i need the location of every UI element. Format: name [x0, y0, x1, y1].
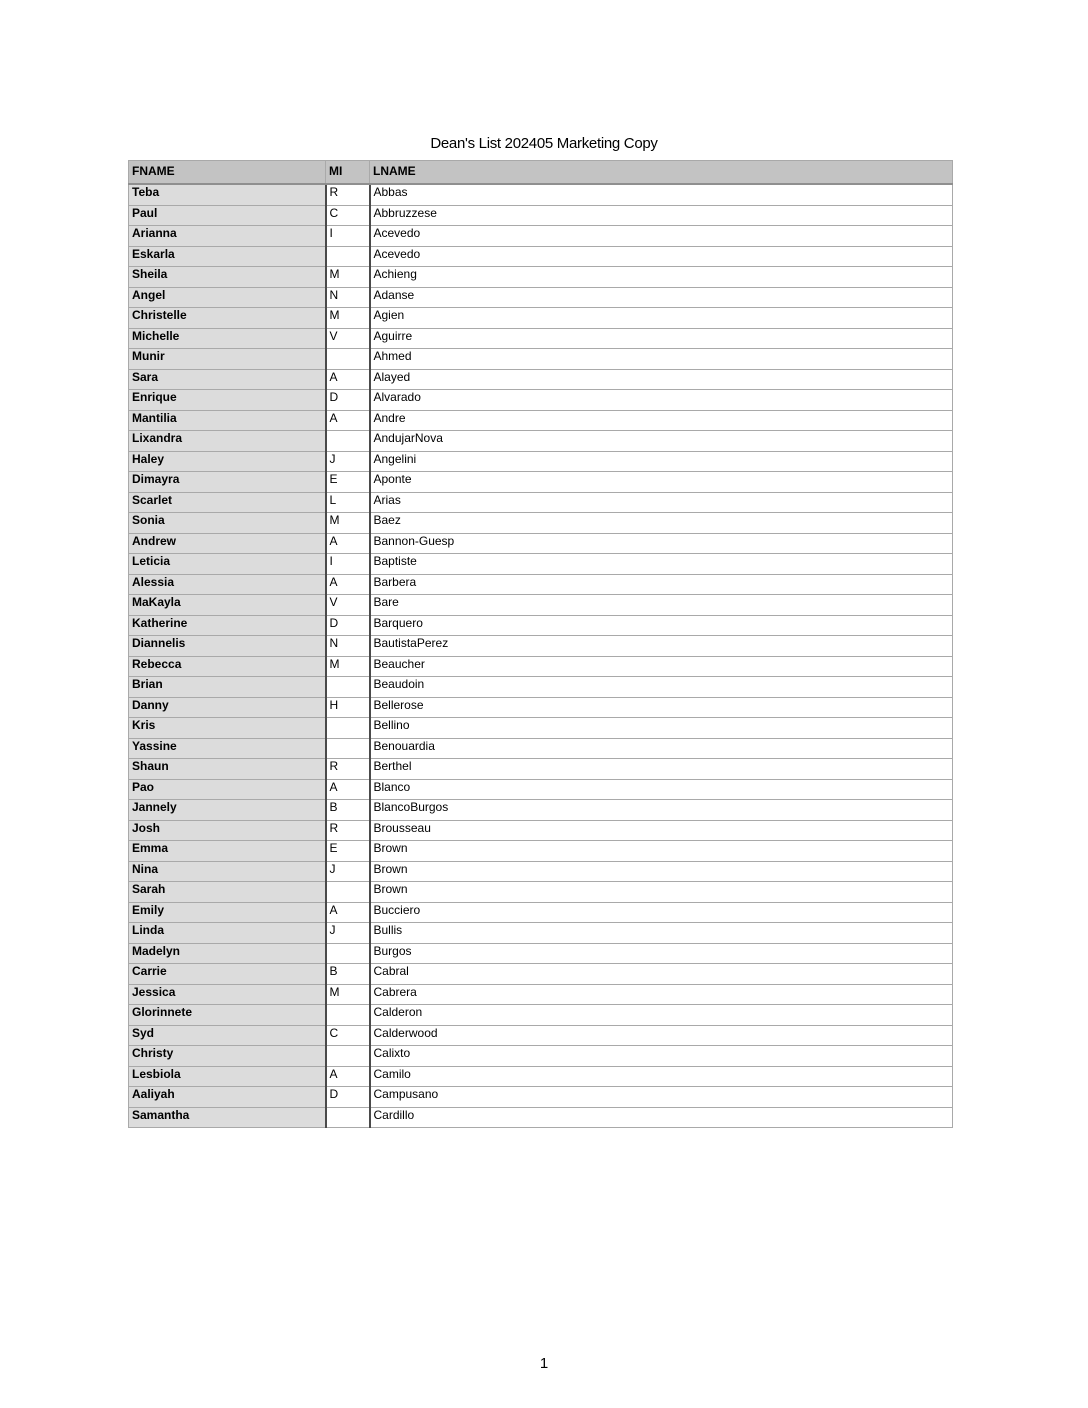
- first-name-cell: Samantha: [129, 1107, 326, 1128]
- first-name-cell: Madelyn: [129, 943, 326, 964]
- first-name-cell: Shaun: [129, 759, 326, 780]
- last-name-cell: Brousseau: [370, 820, 953, 841]
- first-name-cell: Emma: [129, 841, 326, 862]
- first-name-cell: Haley: [129, 451, 326, 472]
- middle-initial-cell: M: [326, 308, 370, 329]
- middle-initial-cell: A: [326, 410, 370, 431]
- middle-initial-cell: V: [326, 595, 370, 616]
- middle-initial-cell: C: [326, 205, 370, 226]
- table-row: [129, 1046, 953, 1067]
- table-row: [129, 656, 953, 677]
- table-row: [129, 841, 953, 862]
- first-name-cell: Josh: [129, 820, 326, 841]
- middle-initial-cell: E: [326, 472, 370, 493]
- middle-initial-cell: R: [326, 759, 370, 780]
- first-name-cell: Aaliyah: [129, 1087, 326, 1108]
- last-name-cell: Bare: [370, 595, 953, 616]
- last-name-cell: Camilo: [370, 1066, 953, 1087]
- table-row: [129, 410, 953, 431]
- last-name-cell: Acevedo: [370, 246, 953, 267]
- middle-initial-cell: M: [326, 984, 370, 1005]
- middle-initial-cell: R: [326, 184, 370, 205]
- last-name-cell: Baptiste: [370, 554, 953, 575]
- first-name-cell: MaKayla: [129, 595, 326, 616]
- first-name-cell: Andrew: [129, 533, 326, 554]
- last-name-cell: Cardillo: [370, 1107, 953, 1128]
- middle-initial-cell: B: [326, 964, 370, 985]
- first-name-cell: Brian: [129, 677, 326, 698]
- last-name-cell: Burgos: [370, 943, 953, 964]
- last-name-cell: Arias: [370, 492, 953, 513]
- table-row: [129, 472, 953, 493]
- first-name-cell: Nina: [129, 861, 326, 882]
- first-name-cell: Sara: [129, 369, 326, 390]
- first-name-cell: Lesbiola: [129, 1066, 326, 1087]
- last-name-cell: Beaucher: [370, 656, 953, 677]
- table-row: [129, 246, 953, 267]
- first-name-cell: Danny: [129, 697, 326, 718]
- table-row: [129, 554, 953, 575]
- table-row: [129, 636, 953, 657]
- table-row: [129, 267, 953, 288]
- first-name-cell: Sonia: [129, 513, 326, 534]
- last-name-cell: Bannon-Guesp: [370, 533, 953, 554]
- table-row: [129, 615, 953, 636]
- last-name-cell: Bellino: [370, 718, 953, 739]
- table-row: [129, 431, 953, 452]
- last-name-cell: Ahmed: [370, 349, 953, 370]
- first-name-cell: Munir: [129, 349, 326, 370]
- first-name-cell: Alessia: [129, 574, 326, 595]
- middle-initial-cell: [326, 718, 370, 739]
- last-name-cell: Baez: [370, 513, 953, 534]
- first-name-cell: Syd: [129, 1025, 326, 1046]
- middle-initial-cell: [326, 1005, 370, 1026]
- middle-initial-cell: J: [326, 861, 370, 882]
- last-name-cell: Blanco: [370, 779, 953, 800]
- last-name-cell: Benouardia: [370, 738, 953, 759]
- last-name-cell: Aguirre: [370, 328, 953, 349]
- table-row: [129, 964, 953, 985]
- table-row: [129, 1005, 953, 1026]
- last-name-cell: Campusano: [370, 1087, 953, 1108]
- table-row: [129, 574, 953, 595]
- middle-initial-cell: [326, 677, 370, 698]
- middle-initial-cell: [326, 943, 370, 964]
- middle-initial-cell: [326, 431, 370, 452]
- first-name-cell: Jannely: [129, 800, 326, 821]
- last-name-cell: Acevedo: [370, 226, 953, 247]
- first-name-cell: Kris: [129, 718, 326, 739]
- middle-initial-cell: A: [326, 1066, 370, 1087]
- first-name-cell: Carrie: [129, 964, 326, 985]
- first-name-cell: Mantilia: [129, 410, 326, 431]
- middle-initial-cell: N: [326, 287, 370, 308]
- middle-initial-cell: J: [326, 451, 370, 472]
- last-name-cell: Aponte: [370, 472, 953, 493]
- table-row: [129, 1066, 953, 1087]
- last-name-cell: BautistaPerez: [370, 636, 953, 657]
- column-header-fname: FNAME: [129, 161, 326, 185]
- table-row: [129, 226, 953, 247]
- middle-initial-cell: [326, 246, 370, 267]
- last-name-cell: BlancoBurgos: [370, 800, 953, 821]
- middle-initial-cell: N: [326, 636, 370, 657]
- table-row: [129, 513, 953, 534]
- first-name-cell: Michelle: [129, 328, 326, 349]
- table-row: [129, 984, 953, 1005]
- first-name-cell: Paul: [129, 205, 326, 226]
- first-name-cell: Glorinnete: [129, 1005, 326, 1026]
- last-name-cell: Brown: [370, 861, 953, 882]
- table-row: [129, 390, 953, 411]
- first-name-cell: Sarah: [129, 882, 326, 903]
- table-row: [129, 861, 953, 882]
- table-row: [129, 943, 953, 964]
- last-name-cell: Bucciero: [370, 902, 953, 923]
- last-name-cell: Berthel: [370, 759, 953, 780]
- last-name-cell: Calderon: [370, 1005, 953, 1026]
- last-name-cell: Adanse: [370, 287, 953, 308]
- table-row: [129, 820, 953, 841]
- middle-initial-cell: C: [326, 1025, 370, 1046]
- last-name-cell: Beaudoin: [370, 677, 953, 698]
- column-header-mi: MI: [326, 161, 370, 185]
- last-name-cell: Barbera: [370, 574, 953, 595]
- page-number: 1: [539, 1355, 549, 1372]
- table-row: [129, 205, 953, 226]
- table-row: [129, 1107, 953, 1128]
- first-name-cell: Linda: [129, 923, 326, 944]
- middle-initial-cell: R: [326, 820, 370, 841]
- first-name-cell: Dimayra: [129, 472, 326, 493]
- middle-initial-cell: A: [326, 779, 370, 800]
- table-row: [129, 492, 953, 513]
- deans-list-table: [128, 160, 953, 1128]
- table-row: [129, 1025, 953, 1046]
- first-name-cell: Eskarla: [129, 246, 326, 267]
- first-name-cell: Scarlet: [129, 492, 326, 513]
- last-name-cell: Andre: [370, 410, 953, 431]
- table-body: [129, 184, 953, 1128]
- first-name-cell: Teba: [129, 184, 326, 205]
- first-name-cell: Sheila: [129, 267, 326, 288]
- last-name-cell: Alayed: [370, 369, 953, 390]
- middle-initial-cell: D: [326, 615, 370, 636]
- table-row: [129, 349, 953, 370]
- table-row: [129, 533, 953, 554]
- column-header-lname: LNAME: [370, 161, 953, 185]
- middle-initial-cell: L: [326, 492, 370, 513]
- last-name-cell: Abbruzzese: [370, 205, 953, 226]
- table-row: [129, 595, 953, 616]
- middle-initial-cell: M: [326, 267, 370, 288]
- last-name-cell: Abbas: [370, 184, 953, 205]
- last-name-cell: Cabral: [370, 964, 953, 985]
- table-row: [129, 718, 953, 739]
- table-row: [129, 328, 953, 349]
- table-row: [129, 677, 953, 698]
- middle-initial-cell: M: [326, 656, 370, 677]
- table-row: [129, 184, 953, 205]
- first-name-cell: Diannelis: [129, 636, 326, 657]
- first-name-cell: Rebecca: [129, 656, 326, 677]
- table-row: [129, 779, 953, 800]
- middle-initial-cell: I: [326, 226, 370, 247]
- last-name-cell: Barquero: [370, 615, 953, 636]
- table-row: [129, 759, 953, 780]
- table-row: [129, 697, 953, 718]
- first-name-cell: Lixandra: [129, 431, 326, 452]
- first-name-cell: Christelle: [129, 308, 326, 329]
- table-row: [129, 1087, 953, 1108]
- last-name-cell: Cabrera: [370, 984, 953, 1005]
- first-name-cell: Jessica: [129, 984, 326, 1005]
- middle-initial-cell: J: [326, 923, 370, 944]
- first-name-cell: Emily: [129, 902, 326, 923]
- page-title: Dean's List 202405 Marketing Copy: [430, 135, 658, 152]
- middle-initial-cell: [326, 1107, 370, 1128]
- middle-initial-cell: A: [326, 902, 370, 923]
- last-name-cell: Calixto: [370, 1046, 953, 1067]
- table-row: [129, 800, 953, 821]
- middle-initial-cell: D: [326, 390, 370, 411]
- first-name-cell: Yassine: [129, 738, 326, 759]
- last-name-cell: Bellerose: [370, 697, 953, 718]
- middle-initial-cell: B: [326, 800, 370, 821]
- table-row: [129, 451, 953, 472]
- last-name-cell: Bullis: [370, 923, 953, 944]
- last-name-cell: Alvarado: [370, 390, 953, 411]
- last-name-cell: Achieng: [370, 267, 953, 288]
- first-name-cell: Leticia: [129, 554, 326, 575]
- first-name-cell: Arianna: [129, 226, 326, 247]
- middle-initial-cell: A: [326, 574, 370, 595]
- last-name-cell: Brown: [370, 882, 953, 903]
- middle-initial-cell: [326, 1046, 370, 1067]
- table-row: [129, 923, 953, 944]
- middle-initial-cell: M: [326, 513, 370, 534]
- middle-initial-cell: [326, 349, 370, 370]
- table-row: [129, 902, 953, 923]
- last-name-cell: AndujarNova: [370, 431, 953, 452]
- first-name-cell: Angel: [129, 287, 326, 308]
- first-name-cell: Katherine: [129, 615, 326, 636]
- middle-initial-cell: I: [326, 554, 370, 575]
- table-row: [129, 369, 953, 390]
- first-name-cell: Enrique: [129, 390, 326, 411]
- middle-initial-cell: A: [326, 533, 370, 554]
- table-row: [129, 738, 953, 759]
- middle-initial-cell: D: [326, 1087, 370, 1108]
- table-row: [129, 882, 953, 903]
- first-name-cell: Pao: [129, 779, 326, 800]
- middle-initial-cell: [326, 738, 370, 759]
- table-row: [129, 287, 953, 308]
- last-name-cell: Angelini: [370, 451, 953, 472]
- table-header-row: [129, 161, 953, 185]
- table-row: [129, 308, 953, 329]
- middle-initial-cell: A: [326, 369, 370, 390]
- last-name-cell: Agien: [370, 308, 953, 329]
- middle-initial-cell: [326, 882, 370, 903]
- first-name-cell: Christy: [129, 1046, 326, 1067]
- middle-initial-cell: V: [326, 328, 370, 349]
- middle-initial-cell: E: [326, 841, 370, 862]
- last-name-cell: Calderwood: [370, 1025, 953, 1046]
- middle-initial-cell: H: [326, 697, 370, 718]
- last-name-cell: Brown: [370, 841, 953, 862]
